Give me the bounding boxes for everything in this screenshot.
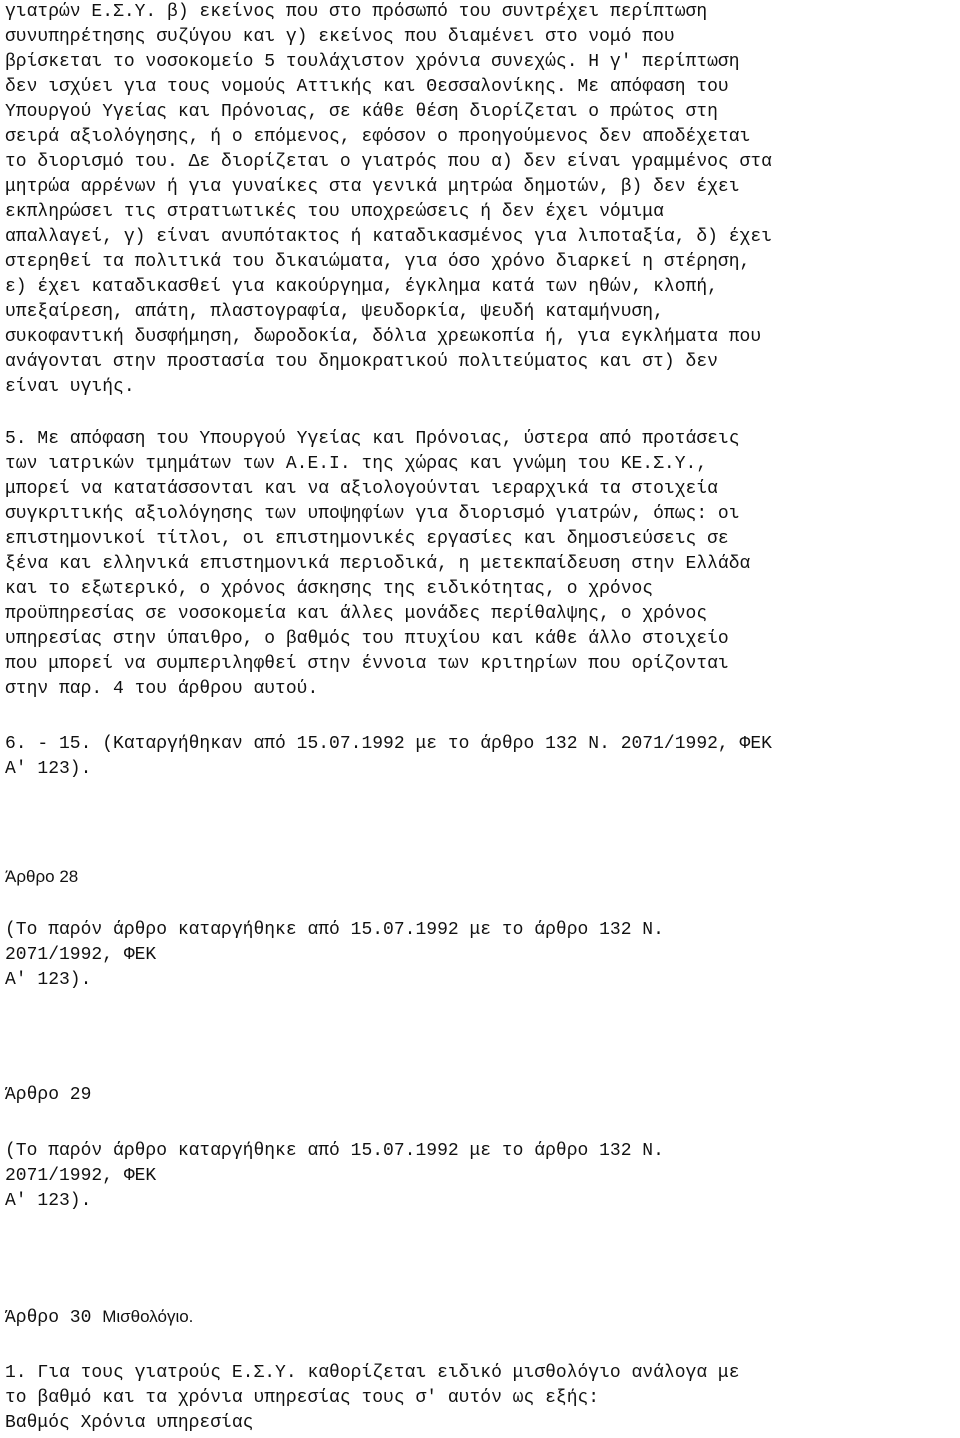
text-line: 2071/1992, ΦΕΚ [5, 945, 157, 965]
text-line: σειρά αξιολόγησης, ή ο επόμενος, εφόσον ο προηγούμενος δεν αποδέχεται [5, 127, 751, 147]
text-line: και το εξωτερικό, ο χρόνος άσκησης της ειδικότητας, ο χρόνος [5, 579, 654, 599]
text-line: ανάγονται στην προστασία του δημοκρατικού πολιτεύματος και στ) δεν [5, 352, 718, 372]
text-line: υπηρεσίας στην ύπαιθρο, ο βαθμός του πτυχίου και κάθε άλλο στοιχείο [5, 629, 729, 649]
text-line: μητρώα αρρένων ή για γυναίκες στα γενικά μητρώα δημοτών, β) δεν έχει [5, 177, 740, 197]
text-line: δεν ισχύει για τους νομούς Αττικής και Θεσσαλονίκης. Με απόφαση του [5, 77, 729, 97]
text-line: είναι υγιής. [5, 377, 135, 397]
text-line: των ιατρικών τμημάτων των Α.Ε.Ι. της χώρας και γνώμη του ΚΕ.Σ.Υ., [5, 454, 708, 474]
text-line: συκοφαντική δυσφήμηση, δωροδοκία, δόλια χρεωκοπία ή, για εγκλήματα που [5, 327, 762, 347]
text-line: Βαθμός Χρόνια υπηρεσίας [5, 1413, 254, 1433]
text-line: γιατρών Ε.Σ.Υ. β) εκείνος που στο πρόσωπό του συντρέχει περίπτωση [5, 2, 708, 22]
article-heading: Άρθρο 28 [5, 867, 79, 886]
text-line: προϋπηρεσίας σε νοσοκομεία και άλλες μονάδες περίθαλψης, ο χρόνος [5, 604, 708, 624]
text-line: που μπορεί να συμπεριληφθεί στην έννοια των κριτηρίων που ορίζονται [5, 654, 729, 674]
text-line: συνυπηρέτησης συζύγου και γ) εκείνος που διαμένει στο νομό που [5, 27, 675, 47]
text-line: στερηθεί τα πολιτικά του δικαιώματα, για όσο χρόνο διαρκεί η στέρηση, [5, 252, 751, 272]
text-line: υπεξαίρεση, απάτη, πλαστογραφία, ψευδορκία, ψευδή καταμήνυση, [5, 302, 664, 322]
text-line: εκπληρώσει τις στρατιωτικές του υποχρεώσεις ή δεν έχει νόμιμα [5, 202, 664, 222]
article-title: Μισθολόγιο. [102, 1307, 194, 1326]
text-line: Α' 123). [5, 759, 92, 779]
text-line: το βαθμό και τα χρόνια υπηρεσίας τους σ' αυτόν ως εξής: [5, 1388, 600, 1408]
text-line: το διορισμό του. Δε διορίζεται ο γιατρός που α) δεν είναι γραμμένος στα [5, 152, 772, 172]
text-line: Α' 123). [5, 970, 92, 990]
text-line: (Το παρόν άρθρο καταργήθηκε από 15.07.1992 με το άρθρο 132 Ν. [5, 920, 664, 940]
text-line: 6. - 15. (Καταργήθηκαν από 15.07.1992 με το άρθρο 132 Ν. 2071/1992, ΦΕΚ [5, 734, 772, 754]
text-line: 1. Για τους γιατρούς Ε.Σ.Υ. καθορίζεται ειδικό μισθολόγιο ανάλογα με [5, 1363, 740, 1383]
text-line: (Το παρόν άρθρο καταργήθηκε από 15.07.1992 με το άρθρο 132 Ν. [5, 1141, 664, 1161]
text-line: μπορεί να κατατάσσονται και να αξιολογούνται ιεραρχικά τα στοιχεία [5, 479, 718, 499]
text-line: 2071/1992, ΦΕΚ [5, 1166, 157, 1186]
text-line: ξένα και ελληνικά επιστημονικά περιοδικά, η μετεκπαίδευση στην Ελλάδα [5, 554, 751, 574]
article-number: Άρθρο 30 [5, 1308, 92, 1328]
text-line: επιστημονικοί τίτλοι, οι επιστημονικές εργασίες και δημοσιεύσεις σε [5, 529, 729, 549]
text-line: 5. Με απόφαση του Υπουργού Υγείας και Πρόνοιας, ύστερα από προτάσεις [5, 429, 740, 449]
text-line: συγκριτικής αξιολόγησης των υποψηφίων για διορισμό γιατρών, όπως: οι [5, 504, 740, 524]
text-line: απαλλαγεί, γ) είναι ανυπότακτος ή καταδικασμένος για λιποταξία, δ) έχει [5, 227, 772, 247]
text-line: στην παρ. 4 του άρθρου αυτού. [5, 679, 319, 699]
article-heading [5, 1304, 193, 1329]
text-line: ε) έχει καταδικασθεί για κακούργημα, έγκλημα κατά των ηθών, κλοπή, [5, 277, 718, 297]
text-line: Α' 123). [5, 1191, 92, 1211]
article-heading: Άρθρο 29 [5, 1085, 92, 1105]
text-line: βρίσκεται το νοσοκομείο 5 τουλάχιστον χρόνια συνεχώς. Η γ' περίπτωση [5, 52, 740, 72]
text-line: Υπουργού Υγείας και Πρόνοιας, σε κάθε θέση διορίζεται ο πρώτος στη [5, 102, 718, 122]
